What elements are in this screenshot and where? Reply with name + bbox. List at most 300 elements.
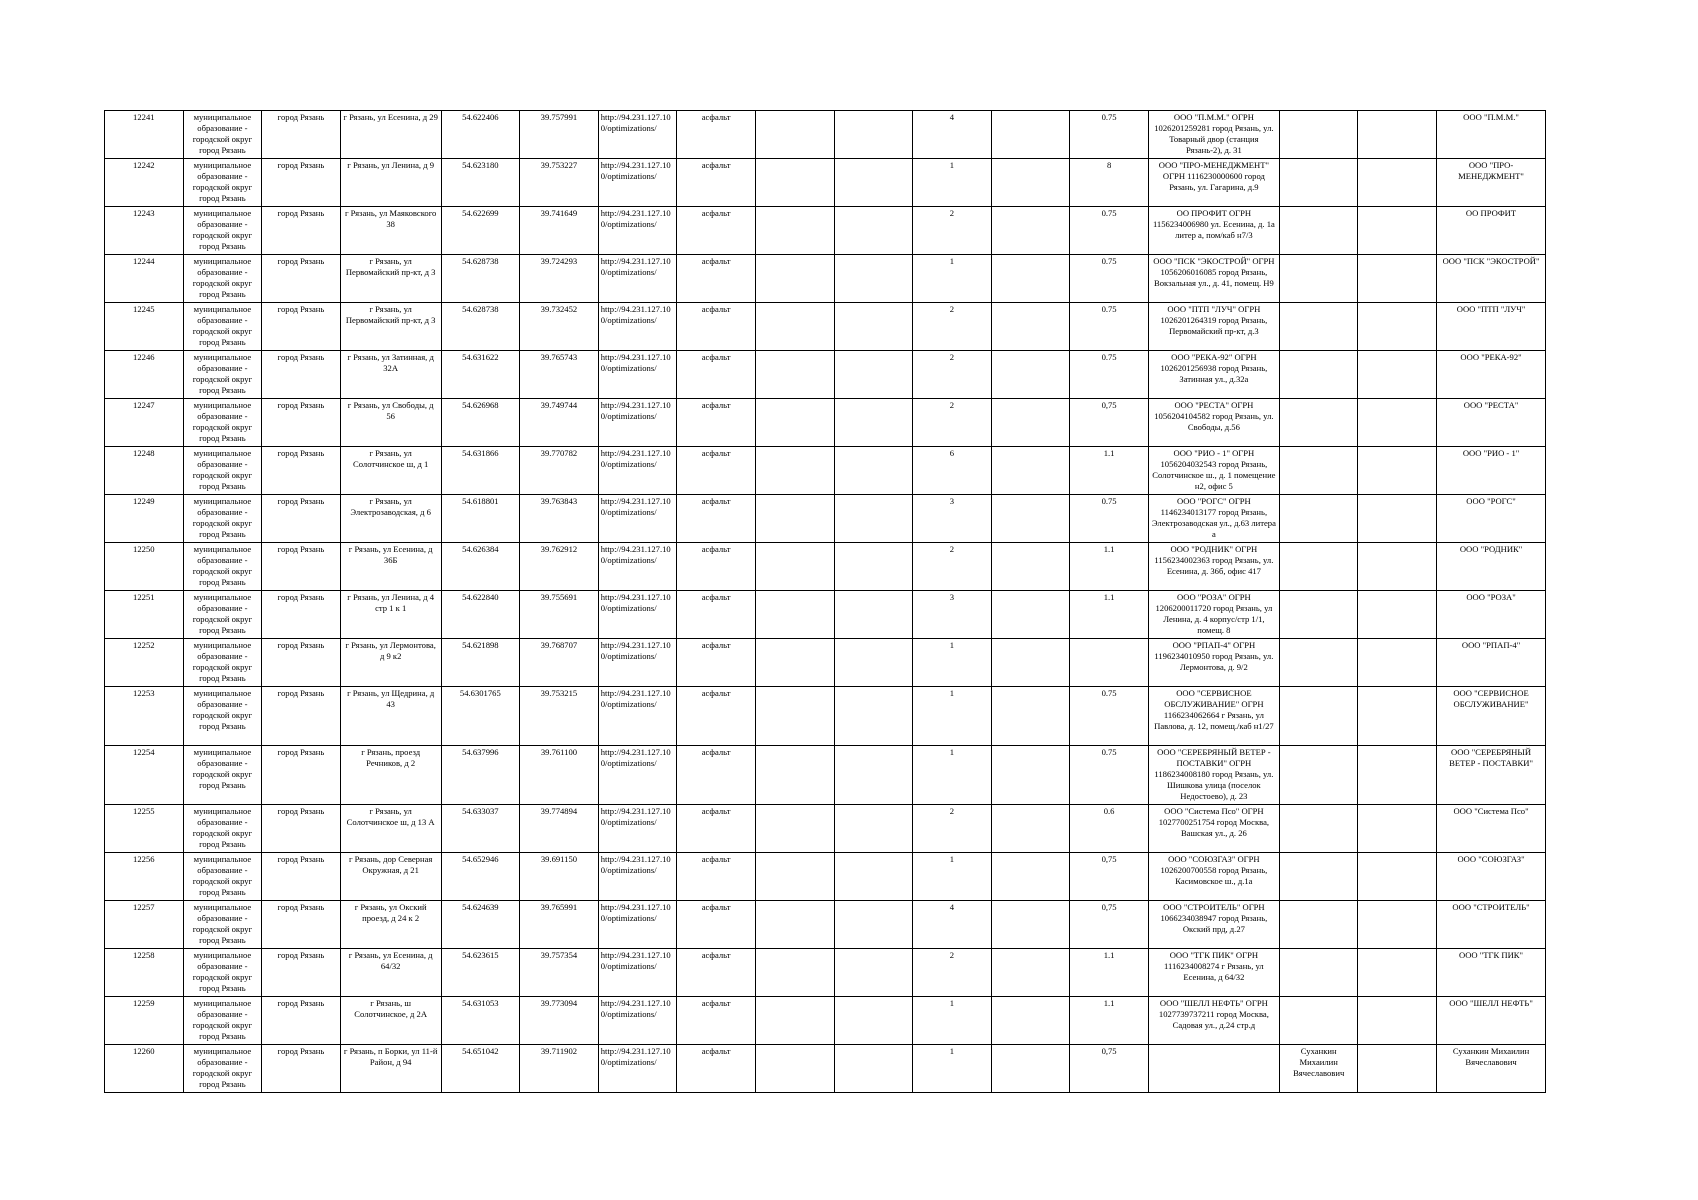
cell-volume: 0.75 xyxy=(1070,255,1149,303)
cell-operator: ООО "РОГС" xyxy=(1437,495,1546,543)
cell-col9 xyxy=(755,111,834,159)
cell-operator: ООО "СЕРЕБРЯНЫЙ ВЕТЕР - ПОСТАВКИ" xyxy=(1437,746,1546,805)
cell-containers: 2 xyxy=(913,805,992,853)
cell-lat: 54.651042 xyxy=(441,1045,520,1093)
cell-containers: 1 xyxy=(913,746,992,805)
cell-id: 12250 xyxy=(105,543,184,591)
table-row xyxy=(105,901,1546,949)
cell-owner: ООО "ШЕЛЛ НЕФТЬ" ОГРН 1027739737211 город Москва, Садовая ул., д.24 стр.д xyxy=(1148,997,1279,1045)
cell-col10 xyxy=(834,1045,913,1093)
cell-col16 xyxy=(1358,303,1437,351)
cell-surface: асфальт xyxy=(677,853,756,901)
cell-containers: 1 xyxy=(913,159,992,207)
cell-col10 xyxy=(834,351,913,399)
cell-municipality: муниципальное образование - городской округ город Рязань xyxy=(183,997,262,1045)
cell-col16 xyxy=(1358,495,1437,543)
cell-person xyxy=(1279,543,1358,591)
cell-col12 xyxy=(991,805,1070,853)
cell-owner: ООО "РЕКА-92" ОГРН 1026201256938 город Рязань, Затинная ул., д.32а xyxy=(1148,351,1279,399)
cell-operator: ООО "СОЮЗГАЗ" xyxy=(1437,853,1546,901)
cell-col16 xyxy=(1358,949,1437,997)
cell-containers: 1 xyxy=(913,853,992,901)
cell-person xyxy=(1279,255,1358,303)
cell-col16 xyxy=(1358,746,1437,805)
cell-id: 12246 xyxy=(105,351,184,399)
cell-owner: ООО "РОГС" ОГРН 1146234013177 город Рязань, Электрозаводская ул., д.63 литера а xyxy=(1148,495,1279,543)
cell-col16 xyxy=(1358,639,1437,687)
cell-municipality: муниципальное образование - городской округ город Рязань xyxy=(183,687,262,746)
cell-col10 xyxy=(834,805,913,853)
cell-id: 12241 xyxy=(105,111,184,159)
cell-surface: асфальт xyxy=(677,591,756,639)
cell-containers: 1 xyxy=(913,255,992,303)
cell-lon: 39.763843 xyxy=(520,495,599,543)
cell-lat: 54.652946 xyxy=(441,853,520,901)
cell-col10 xyxy=(834,303,913,351)
cell-person xyxy=(1279,495,1358,543)
cell-surface: асфальт xyxy=(677,351,756,399)
cell-owner: ООО "РПАП-4" ОГРН 1196234010950 город Рязань, ул. Лермонтова, д. 9/2 xyxy=(1148,639,1279,687)
cell-col10 xyxy=(834,447,913,495)
cell-municipality: муниципальное образование - городской округ город Рязань xyxy=(183,543,262,591)
cell-id: 12245 xyxy=(105,303,184,351)
cell-url: http://94.231.127.100/optimizations/ xyxy=(598,639,677,687)
cell-lat: 54.623180 xyxy=(441,159,520,207)
cell-lon: 39.691150 xyxy=(520,853,599,901)
cell-surface: асфальт xyxy=(677,447,756,495)
cell-lat: 54.628738 xyxy=(441,303,520,351)
cell-municipality: муниципальное образование - городской округ город Рязань xyxy=(183,351,262,399)
cell-col9 xyxy=(755,901,834,949)
cell-owner: ООО "СЕРВИСНОЕ ОБСЛУЖИВАНИЕ" ОГРН 1166234062664 г Рязань, ул Павлова, д. 12, помещ./каб н1/27 xyxy=(1148,687,1279,746)
cell-lat: 54.628738 xyxy=(441,255,520,303)
cell-address: г Рязань, ул Солотчинское ш, д 13 А xyxy=(340,805,441,853)
cell-col9 xyxy=(755,495,834,543)
cell-lat: 54.631866 xyxy=(441,447,520,495)
cell-col9 xyxy=(755,853,834,901)
cell-address: г Рязань, ул Ленина, д 9 xyxy=(340,159,441,207)
cell-lat: 54.626384 xyxy=(441,543,520,591)
cell-col10 xyxy=(834,746,913,805)
cell-person xyxy=(1279,399,1358,447)
table-row xyxy=(105,997,1546,1045)
cell-owner: ООО "РИО - 1" ОГРН 1056204032543 город Рязань, Солотчинское ш., д. 1 помещение н2, офис 5 xyxy=(1148,447,1279,495)
cell-url: http://94.231.127.100/optimizations/ xyxy=(598,543,677,591)
cell-col12 xyxy=(991,399,1070,447)
cell-municipality: муниципальное образование - городской округ город Рязань xyxy=(183,207,262,255)
cell-url: http://94.231.127.100/optimizations/ xyxy=(598,207,677,255)
cell-municipality: муниципальное образование - городской округ город Рязань xyxy=(183,853,262,901)
cell-volume: 0.75 xyxy=(1070,207,1149,255)
cell-id: 12258 xyxy=(105,949,184,997)
cell-municipality: муниципальное образование - городской округ город Рязань xyxy=(183,495,262,543)
cell-owner: ОО ПРОФИТ ОГРН 1156234006980 ул. Есенина, д. 1а литер а, пом/каб н7/3 xyxy=(1148,207,1279,255)
cell-volume: 0,75 xyxy=(1070,853,1149,901)
cell-city: город Рязань xyxy=(262,543,341,591)
cell-col16 xyxy=(1358,399,1437,447)
cell-id: 12254 xyxy=(105,746,184,805)
cell-surface: асфальт xyxy=(677,207,756,255)
cell-operator: ООО "РЕСТА" xyxy=(1437,399,1546,447)
cell-owner: ООО "ТГК ПИК" ОГРН 1116234008274 г Рязань, ул Есенина, д 64/32 xyxy=(1148,949,1279,997)
cell-col10 xyxy=(834,207,913,255)
cell-col10 xyxy=(834,255,913,303)
cell-col12 xyxy=(991,351,1070,399)
cell-operator: ООО "ПСК "ЭКОСТРОЙ" xyxy=(1437,255,1546,303)
cell-city: город Рязань xyxy=(262,805,341,853)
cell-city: город Рязань xyxy=(262,351,341,399)
cell-volume: 0.75 xyxy=(1070,303,1149,351)
cell-containers: 2 xyxy=(913,543,992,591)
cell-id: 12253 xyxy=(105,687,184,746)
cell-col10 xyxy=(834,591,913,639)
cell-address: г Рязань, ул Есенина, д 29 xyxy=(340,111,441,159)
cell-operator: ООО "РОДНИК" xyxy=(1437,543,1546,591)
cell-lon: 39.773094 xyxy=(520,997,599,1045)
cell-lat: 54.624639 xyxy=(441,901,520,949)
table-row xyxy=(105,159,1546,207)
data-table xyxy=(104,110,1546,1093)
table-row xyxy=(105,746,1546,805)
cell-url: http://94.231.127.100/optimizations/ xyxy=(598,853,677,901)
cell-person xyxy=(1279,111,1358,159)
cell-city: город Рязань xyxy=(262,495,341,543)
table-row xyxy=(105,447,1546,495)
cell-city: город Рязань xyxy=(262,901,341,949)
cell-id: 12256 xyxy=(105,853,184,901)
cell-owner: ООО "Система Псо" ОГРН 1027700251754 город Москва, Вашская ул., д. 26 xyxy=(1148,805,1279,853)
cell-lon: 39.765991 xyxy=(520,901,599,949)
cell-surface: асфальт xyxy=(677,746,756,805)
cell-col12 xyxy=(991,543,1070,591)
table-row xyxy=(105,303,1546,351)
cell-col16 xyxy=(1358,901,1437,949)
cell-surface: асфальт xyxy=(677,639,756,687)
cell-owner xyxy=(1148,1045,1279,1093)
cell-person xyxy=(1279,159,1358,207)
cell-surface: асфальт xyxy=(677,399,756,447)
cell-person xyxy=(1279,303,1358,351)
cell-col10 xyxy=(834,111,913,159)
cell-volume: 0,75 xyxy=(1070,1045,1149,1093)
cell-volume: 1.1 xyxy=(1070,447,1149,495)
cell-lat: 54.623615 xyxy=(441,949,520,997)
cell-col12 xyxy=(991,447,1070,495)
cell-city: город Рязань xyxy=(262,997,341,1045)
table-row xyxy=(105,639,1546,687)
table-row xyxy=(105,687,1546,746)
cell-operator: ООО "ШЕЛЛ НЕФТЬ" xyxy=(1437,997,1546,1045)
cell-person xyxy=(1279,351,1358,399)
cell-id: 12247 xyxy=(105,399,184,447)
cell-volume: 0.75 xyxy=(1070,687,1149,746)
cell-municipality: муниципальное образование - городской округ город Рязань xyxy=(183,949,262,997)
cell-containers: 1 xyxy=(913,997,992,1045)
cell-lon: 39.755691 xyxy=(520,591,599,639)
cell-volume: 0.75 xyxy=(1070,495,1149,543)
cell-col12 xyxy=(991,207,1070,255)
table-row xyxy=(105,1045,1546,1093)
cell-col9 xyxy=(755,543,834,591)
cell-containers: 4 xyxy=(913,111,992,159)
cell-url: http://94.231.127.100/optimizations/ xyxy=(598,255,677,303)
cell-url: http://94.231.127.100/optimizations/ xyxy=(598,303,677,351)
cell-col12 xyxy=(991,639,1070,687)
cell-address: г Рязань, ул Ленина, д 4 стр 1 к 1 xyxy=(340,591,441,639)
cell-address: г Рязань, ул Маяковского 38 xyxy=(340,207,441,255)
cell-url: http://94.231.127.100/optimizations/ xyxy=(598,746,677,805)
cell-url: http://94.231.127.100/optimizations/ xyxy=(598,901,677,949)
cell-col9 xyxy=(755,1045,834,1093)
cell-col9 xyxy=(755,687,834,746)
cell-col9 xyxy=(755,207,834,255)
cell-lat: 54.637996 xyxy=(441,746,520,805)
cell-lon: 39.732452 xyxy=(520,303,599,351)
cell-col9 xyxy=(755,159,834,207)
cell-col12 xyxy=(991,495,1070,543)
cell-col16 xyxy=(1358,207,1437,255)
cell-owner: ООО "ПТП "ЛУЧ" ОГРН 1026201264319 город Рязань, Первомайский пр-кт, д.3 xyxy=(1148,303,1279,351)
cell-col12 xyxy=(991,591,1070,639)
cell-col10 xyxy=(834,687,913,746)
cell-person xyxy=(1279,687,1358,746)
cell-col12 xyxy=(991,997,1070,1045)
cell-lon: 39.753215 xyxy=(520,687,599,746)
cell-address: г Рязань, ул Лермонтова, д 9 к2 xyxy=(340,639,441,687)
cell-municipality: муниципальное образование - городской округ город Рязань xyxy=(183,746,262,805)
cell-url: http://94.231.127.100/optimizations/ xyxy=(598,949,677,997)
cell-col10 xyxy=(834,543,913,591)
cell-col12 xyxy=(991,159,1070,207)
cell-id: 12249 xyxy=(105,495,184,543)
cell-lat: 54.6301765 xyxy=(441,687,520,746)
cell-surface: асфальт xyxy=(677,901,756,949)
cell-id: 12260 xyxy=(105,1045,184,1093)
cell-municipality: муниципальное образование - городской округ город Рязань xyxy=(183,399,262,447)
cell-lat: 54.618801 xyxy=(441,495,520,543)
cell-address: г Рязань, ш Солотчинское, д 2А xyxy=(340,997,441,1045)
cell-operator: ООО "П.М.М." xyxy=(1437,111,1546,159)
cell-address: г Рязань, ул Есенина, д 64/32 xyxy=(340,949,441,997)
cell-col12 xyxy=(991,255,1070,303)
cell-col12 xyxy=(991,901,1070,949)
cell-person xyxy=(1279,949,1358,997)
cell-municipality: муниципальное образование - городской округ город Рязань xyxy=(183,303,262,351)
cell-col10 xyxy=(834,901,913,949)
cell-surface: асфальт xyxy=(677,159,756,207)
cell-person xyxy=(1279,997,1358,1045)
cell-lon: 39.711902 xyxy=(520,1045,599,1093)
cell-containers: 2 xyxy=(913,351,992,399)
cell-volume: 1.1 xyxy=(1070,591,1149,639)
table-row xyxy=(105,255,1546,303)
cell-col9 xyxy=(755,255,834,303)
cell-operator: ООО "ТГК ПИК" xyxy=(1437,949,1546,997)
cell-containers: 3 xyxy=(913,495,992,543)
cell-municipality: муниципальное образование - городской округ город Рязань xyxy=(183,901,262,949)
cell-col9 xyxy=(755,639,834,687)
cell-col9 xyxy=(755,591,834,639)
cell-col10 xyxy=(834,853,913,901)
cell-id: 12243 xyxy=(105,207,184,255)
cell-city: город Рязань xyxy=(262,255,341,303)
cell-col12 xyxy=(991,1045,1070,1093)
cell-owner: ООО "ПСК "ЭКОСТРОЙ" ОГРН 1056206016085 город Рязань, Вокзальная ул., д. 41, помещ. Н9 xyxy=(1148,255,1279,303)
cell-url: http://94.231.127.100/optimizations/ xyxy=(598,111,677,159)
cell-address: г Рязань, п Борки, ул 11-й Район, д 94 xyxy=(340,1045,441,1093)
cell-volume: 0.6 xyxy=(1070,805,1149,853)
cell-containers: 2 xyxy=(913,207,992,255)
cell-col9 xyxy=(755,351,834,399)
cell-operator: ООО "СТРОИТЕЛЬ" xyxy=(1437,901,1546,949)
table-row xyxy=(105,495,1546,543)
cell-col9 xyxy=(755,746,834,805)
cell-volume: 0.75 xyxy=(1070,111,1149,159)
cell-volume: 0.75 xyxy=(1070,746,1149,805)
cell-url: http://94.231.127.100/optimizations/ xyxy=(598,805,677,853)
table-row xyxy=(105,207,1546,255)
cell-col9 xyxy=(755,399,834,447)
cell-surface: асфальт xyxy=(677,543,756,591)
cell-lon: 39.749744 xyxy=(520,399,599,447)
cell-url: http://94.231.127.100/optimizations/ xyxy=(598,447,677,495)
cell-address: г Рязань, ул Щедрина, д 43 xyxy=(340,687,441,746)
cell-municipality: муниципальное образование - городской округ город Рязань xyxy=(183,447,262,495)
cell-address: г Рязань, проезд Речников, д 2 xyxy=(340,746,441,805)
cell-col16 xyxy=(1358,447,1437,495)
cell-person xyxy=(1279,639,1358,687)
cell-address: г Рязань, дор Северная Окружная, д 21 xyxy=(340,853,441,901)
cell-col10 xyxy=(834,997,913,1045)
cell-municipality: муниципальное образование - городской округ город Рязань xyxy=(183,639,262,687)
cell-url: http://94.231.127.100/optimizations/ xyxy=(598,495,677,543)
cell-owner: ООО "РЕСТА" ОГРН 1056204104582 город Рязань, ул. Свободы, д.56 xyxy=(1148,399,1279,447)
cell-city: город Рязань xyxy=(262,159,341,207)
cell-col16 xyxy=(1358,543,1437,591)
cell-col12 xyxy=(991,853,1070,901)
cell-id: 12252 xyxy=(105,639,184,687)
cell-col16 xyxy=(1358,997,1437,1045)
cell-address: г Рязань, ул Окский проезд, д 24 к 2 xyxy=(340,901,441,949)
cell-col12 xyxy=(991,111,1070,159)
cell-owner: ООО "П.М.М." ОГРН 1026201259281 город Рязань, ул. Товарный двор (станция Рязань-2), д. 31 xyxy=(1148,111,1279,159)
cell-lat: 54.622840 xyxy=(441,591,520,639)
cell-person xyxy=(1279,853,1358,901)
cell-city: город Рязань xyxy=(262,447,341,495)
cell-volume xyxy=(1070,639,1149,687)
cell-municipality: муниципальное образование - городской округ город Рязань xyxy=(183,111,262,159)
cell-url: http://94.231.127.100/optimizations/ xyxy=(598,591,677,639)
cell-person: Суханкин Михаилин Вячеславович xyxy=(1279,1045,1358,1093)
cell-id: 12242 xyxy=(105,159,184,207)
cell-city: город Рязань xyxy=(262,207,341,255)
cell-lon: 39.770782 xyxy=(520,447,599,495)
cell-person xyxy=(1279,805,1358,853)
cell-containers: 3 xyxy=(913,591,992,639)
cell-col9 xyxy=(755,805,834,853)
cell-surface: асфальт xyxy=(677,687,756,746)
cell-lon: 39.757991 xyxy=(520,111,599,159)
cell-operator: ОО ПРОФИТ xyxy=(1437,207,1546,255)
cell-col12 xyxy=(991,303,1070,351)
cell-col10 xyxy=(834,949,913,997)
cell-lat: 54.633037 xyxy=(441,805,520,853)
cell-col12 xyxy=(991,949,1070,997)
cell-col16 xyxy=(1358,853,1437,901)
cell-address: г Рязань, ул Солотчинское ш, д 1 xyxy=(340,447,441,495)
cell-lon: 39.774894 xyxy=(520,805,599,853)
cell-person xyxy=(1279,901,1358,949)
cell-surface: асфальт xyxy=(677,303,756,351)
cell-col16 xyxy=(1358,351,1437,399)
cell-city: город Рязань xyxy=(262,303,341,351)
cell-lon: 39.765743 xyxy=(520,351,599,399)
cell-address: г Рязань, ул Есенина, д 36Б xyxy=(340,543,441,591)
cell-surface: асфальт xyxy=(677,255,756,303)
cell-lon: 39.753227 xyxy=(520,159,599,207)
cell-id: 12251 xyxy=(105,591,184,639)
cell-owner: ООО "РОДНИК" ОГРН 1156234002363 город Рязань, ул. Есенина, д. 36б, офис 417 xyxy=(1148,543,1279,591)
cell-containers: 1 xyxy=(913,1045,992,1093)
cell-city: город Рязань xyxy=(262,639,341,687)
cell-owner: ООО "ПРО-МЕНЕДЖМЕНТ" ОГРН 1116230000600 город Рязань, ул. Гагарина, д.9 xyxy=(1148,159,1279,207)
cell-id: 12259 xyxy=(105,997,184,1045)
cell-address: г Рязань, ул Свободы, д 56 xyxy=(340,399,441,447)
cell-address: г Рязань, ул Затинная, д 32А xyxy=(340,351,441,399)
table-body xyxy=(105,111,1546,1093)
cell-owner: ООО "РОЗА" ОГРН 1206200011720 город Рязань, ул Ленина, д. 4 корпус/стр 1/1, помещ. 8 xyxy=(1148,591,1279,639)
cell-containers: 2 xyxy=(913,949,992,997)
cell-city: город Рязань xyxy=(262,399,341,447)
cell-url: http://94.231.127.100/optimizations/ xyxy=(598,687,677,746)
cell-col16 xyxy=(1358,159,1437,207)
table-row xyxy=(105,111,1546,159)
cell-col16 xyxy=(1358,111,1437,159)
table-row xyxy=(105,351,1546,399)
cell-address: г Рязань, ул Электрозаводская, д 6 xyxy=(340,495,441,543)
cell-surface: асфальт xyxy=(677,1045,756,1093)
cell-col10 xyxy=(834,159,913,207)
cell-lat: 54.622699 xyxy=(441,207,520,255)
cell-col16 xyxy=(1358,1045,1437,1093)
cell-volume: 1.1 xyxy=(1070,997,1149,1045)
cell-surface: асфальт xyxy=(677,495,756,543)
cell-operator: ООО "РЕКА-92" xyxy=(1437,351,1546,399)
cell-containers: 6 xyxy=(913,447,992,495)
cell-volume: 0.75 xyxy=(1070,351,1149,399)
cell-col16 xyxy=(1358,805,1437,853)
cell-id: 12248 xyxy=(105,447,184,495)
cell-volume: 0,75 xyxy=(1070,901,1149,949)
cell-municipality: муниципальное образование - городской округ город Рязань xyxy=(183,255,262,303)
cell-person xyxy=(1279,746,1358,805)
cell-city: город Рязань xyxy=(262,591,341,639)
cell-address: г Рязань, ул Первомайский пр-кт, д 3 xyxy=(340,303,441,351)
cell-id: 12257 xyxy=(105,901,184,949)
cell-city: город Рязань xyxy=(262,687,341,746)
cell-surface: асфальт xyxy=(677,805,756,853)
cell-col10 xyxy=(834,639,913,687)
cell-containers: 1 xyxy=(913,687,992,746)
cell-operator: ООО "ПРО-МЕНЕДЖМЕНТ" xyxy=(1437,159,1546,207)
cell-city: город Рязань xyxy=(262,853,341,901)
cell-col9 xyxy=(755,997,834,1045)
cell-person xyxy=(1279,591,1358,639)
cell-operator: ООО "РОЗА" xyxy=(1437,591,1546,639)
cell-city: город Рязань xyxy=(262,949,341,997)
cell-city: город Рязань xyxy=(262,111,341,159)
cell-surface: асфальт xyxy=(677,949,756,997)
